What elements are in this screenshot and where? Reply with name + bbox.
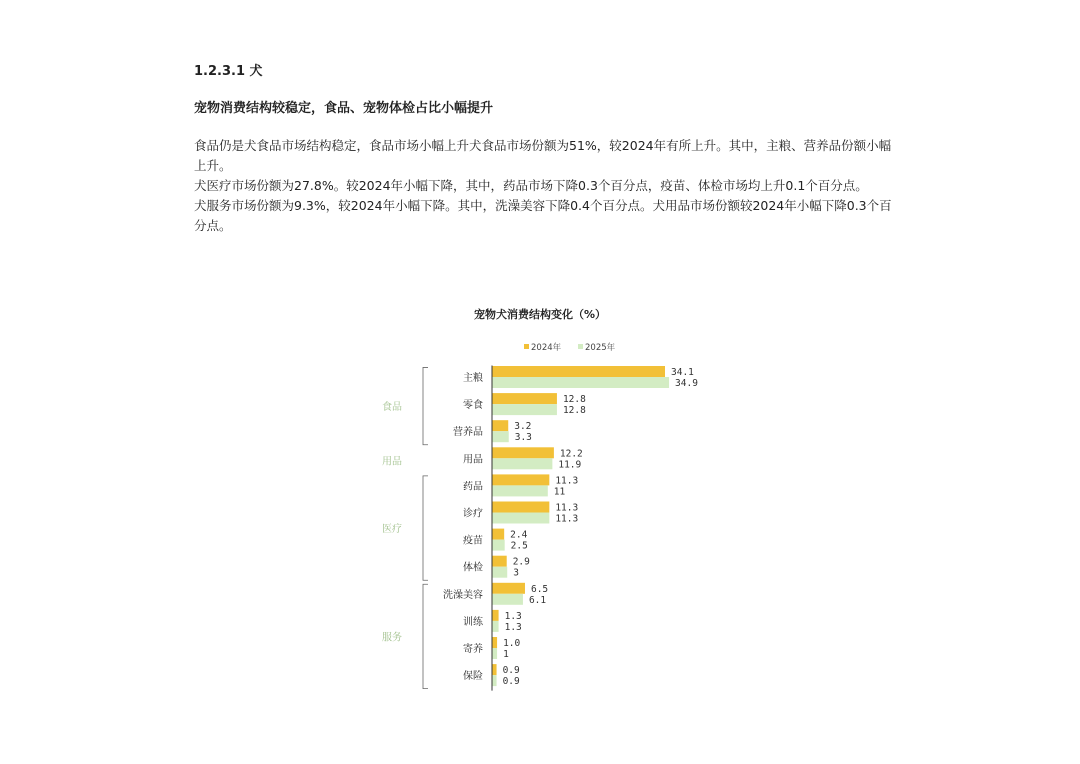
bar-2025年 bbox=[492, 431, 509, 442]
bar-2024年 bbox=[492, 447, 554, 458]
value-label: 2.4 bbox=[510, 529, 528, 541]
bar-2025年 bbox=[492, 458, 552, 469]
value-label: 11 bbox=[553, 486, 566, 498]
value-label: 11.9 bbox=[558, 459, 582, 471]
value-label: 11.3 bbox=[555, 475, 579, 487]
category-label: 保险 bbox=[463, 671, 483, 683]
category-label: 体检 bbox=[463, 562, 483, 574]
legend-label-0: 2024年 bbox=[531, 343, 562, 353]
group-bracket bbox=[423, 476, 428, 580]
bar-2025年 bbox=[492, 513, 549, 524]
paragraph-medical: 犬医疗市场份额为27.8%。较2024年小幅下降，其中，药品市场下降0.3个百分点，疫苗、体检市场均上升0.1个百分点。 bbox=[194, 178, 868, 193]
legend-swatch-0 bbox=[524, 344, 529, 349]
category-label: 主粮 bbox=[463, 373, 483, 384]
value-label: 12.8 bbox=[562, 394, 586, 406]
bar-2025年 bbox=[492, 621, 499, 632]
bar-2025年 bbox=[492, 567, 507, 578]
value-label: 11.3 bbox=[555, 513, 579, 525]
value-label: 1.3 bbox=[504, 621, 522, 633]
category-label: 营养品 bbox=[453, 427, 483, 439]
paragraph-service: 犬服务市场份额为9.3%，较2024年小幅下降。其中，洗澡美容下降0.4个百分点。犬用品市场份额较2024年小幅下降0.3个百分点。 bbox=[194, 198, 892, 233]
paragraph-food: 食品仍是犬食品市场结构稳定，食品市场小幅上升犬食品市场份额为51%，较2024年有所上升。其中，主粮、营养品份额小幅上升。 bbox=[194, 138, 892, 173]
value-label: 3.3 bbox=[514, 432, 532, 444]
category-label: 诊疗 bbox=[463, 508, 483, 520]
value-label: 12.2 bbox=[559, 448, 583, 460]
legend-label-1: 2025年 bbox=[585, 343, 616, 353]
bar-2024年 bbox=[492, 420, 508, 431]
bar-2024年 bbox=[492, 610, 499, 621]
bar-2025年 bbox=[492, 675, 497, 686]
bar-2024年 bbox=[492, 664, 497, 675]
group-label: 医疗 bbox=[382, 524, 402, 536]
bar-2024年 bbox=[492, 393, 557, 404]
group-bracket bbox=[423, 367, 428, 444]
group-label: 用品 bbox=[382, 456, 402, 468]
bar-2024年 bbox=[492, 556, 507, 567]
value-label: 12.8 bbox=[562, 405, 586, 417]
group-label: 食品 bbox=[382, 402, 402, 414]
value-label: 1.0 bbox=[503, 638, 521, 649]
bar-2025年 bbox=[492, 404, 557, 415]
value-label: 0.9 bbox=[502, 676, 520, 688]
bar-2025年 bbox=[492, 648, 497, 659]
category-label: 训练 bbox=[463, 616, 483, 628]
bar-2024年 bbox=[492, 583, 525, 594]
section-number: 1.2.3.1 犬 bbox=[194, 64, 263, 79]
value-label: 2.5 bbox=[510, 540, 528, 552]
value-label: 3 bbox=[513, 567, 519, 579]
category-label: 用品 bbox=[463, 454, 483, 466]
bar-2024年 bbox=[492, 529, 504, 540]
category-label: 寄养 bbox=[463, 644, 483, 655]
value-label: 6.5 bbox=[530, 583, 549, 595]
bar-2024年 bbox=[492, 637, 497, 648]
value-label: 6.1 bbox=[528, 594, 547, 606]
category-label: 药品 bbox=[463, 481, 483, 493]
value-label: 1 bbox=[503, 649, 509, 660]
bar-2024年 bbox=[492, 474, 549, 485]
chart-title: 宠物犬消费结构变化（%） bbox=[473, 308, 607, 321]
value-label: 34.9 bbox=[675, 378, 698, 389]
category-label: 零食 bbox=[463, 400, 483, 412]
bar-2025年 bbox=[492, 594, 523, 605]
category-label: 疫苗 bbox=[463, 535, 483, 547]
category-label: 洗澡美容 bbox=[443, 589, 483, 601]
value-label: 1.3 bbox=[504, 610, 522, 622]
bar-2024年 bbox=[492, 366, 665, 377]
value-label: 0.9 bbox=[502, 665, 520, 677]
group-bracket bbox=[423, 584, 428, 688]
group-label: 服务 bbox=[382, 632, 402, 644]
bar-2025年 bbox=[492, 485, 548, 496]
bar-2024年 bbox=[492, 502, 549, 513]
value-label: 34.1 bbox=[671, 367, 694, 378]
bar-2025年 bbox=[492, 540, 505, 551]
section-heading: 宠物消费结构较稳定，食品、宠物体检占比小幅提升 bbox=[194, 101, 494, 116]
value-label: 3.2 bbox=[514, 421, 532, 433]
value-label: 11.3 bbox=[555, 502, 579, 514]
legend-swatch-1 bbox=[578, 344, 583, 349]
value-label: 2.9 bbox=[512, 556, 530, 568]
bar-2025年 bbox=[492, 377, 669, 388]
